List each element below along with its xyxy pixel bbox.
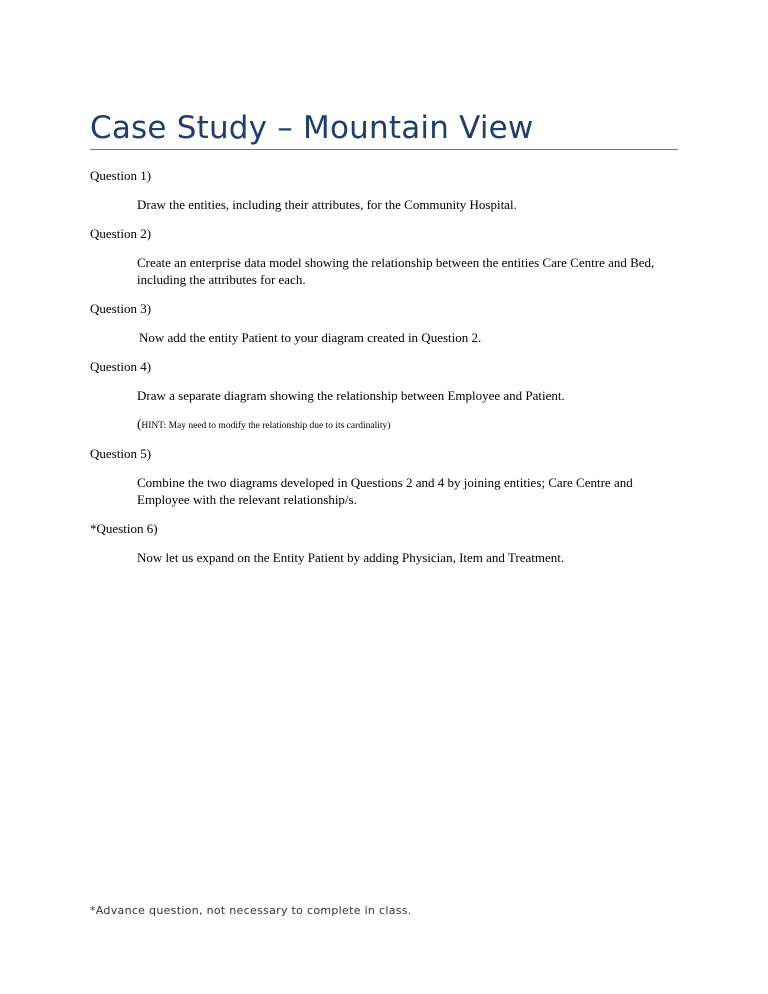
question-4-hint <box>137 415 390 435</box>
footnote: *Advance question, not necessary to complete in class. <box>90 904 412 917</box>
page-title: Case Study – Mountain View <box>90 110 534 146</box>
question-6-text: Now let us expand on the Entity Patient by adding Physician, Item and Treatment. <box>137 550 565 565</box>
question-5-label: Question 5) <box>90 446 152 461</box>
question-5-text: Combine the two diagrams developed in Questions 2 and 4 by joining entities; Care Centre and Employee with the relevant relationship/s. <box>137 475 633 507</box>
question-2-text: Create an enterprise data model showing the relationship between the entities Care Centre and Bed, including the attributes for each. <box>137 255 655 287</box>
question-2-label: Question 2) <box>90 226 152 241</box>
question-4-label: Question 4) <box>90 359 152 374</box>
question-1-text: Draw the entities, including their attributes, for the Community Hospital. <box>137 197 517 212</box>
title-underline <box>90 149 678 150</box>
question-4-hint-text: HINT: May need to modify the relationship due to its cardinality) <box>141 421 391 431</box>
question-6-label: *Question 6) <box>90 521 158 536</box>
question-4-hint-paren: ( <box>137 416 142 431</box>
question-3-label: Question 3) <box>90 301 152 316</box>
question-4-text: Draw a separate diagram showing the relationship between Employee and Patient. <box>137 388 565 403</box>
question-1-label: Question 1) <box>90 168 152 183</box>
question-3-text: Now add the entity Patient to your diagram created in Question 2. <box>139 330 482 345</box>
